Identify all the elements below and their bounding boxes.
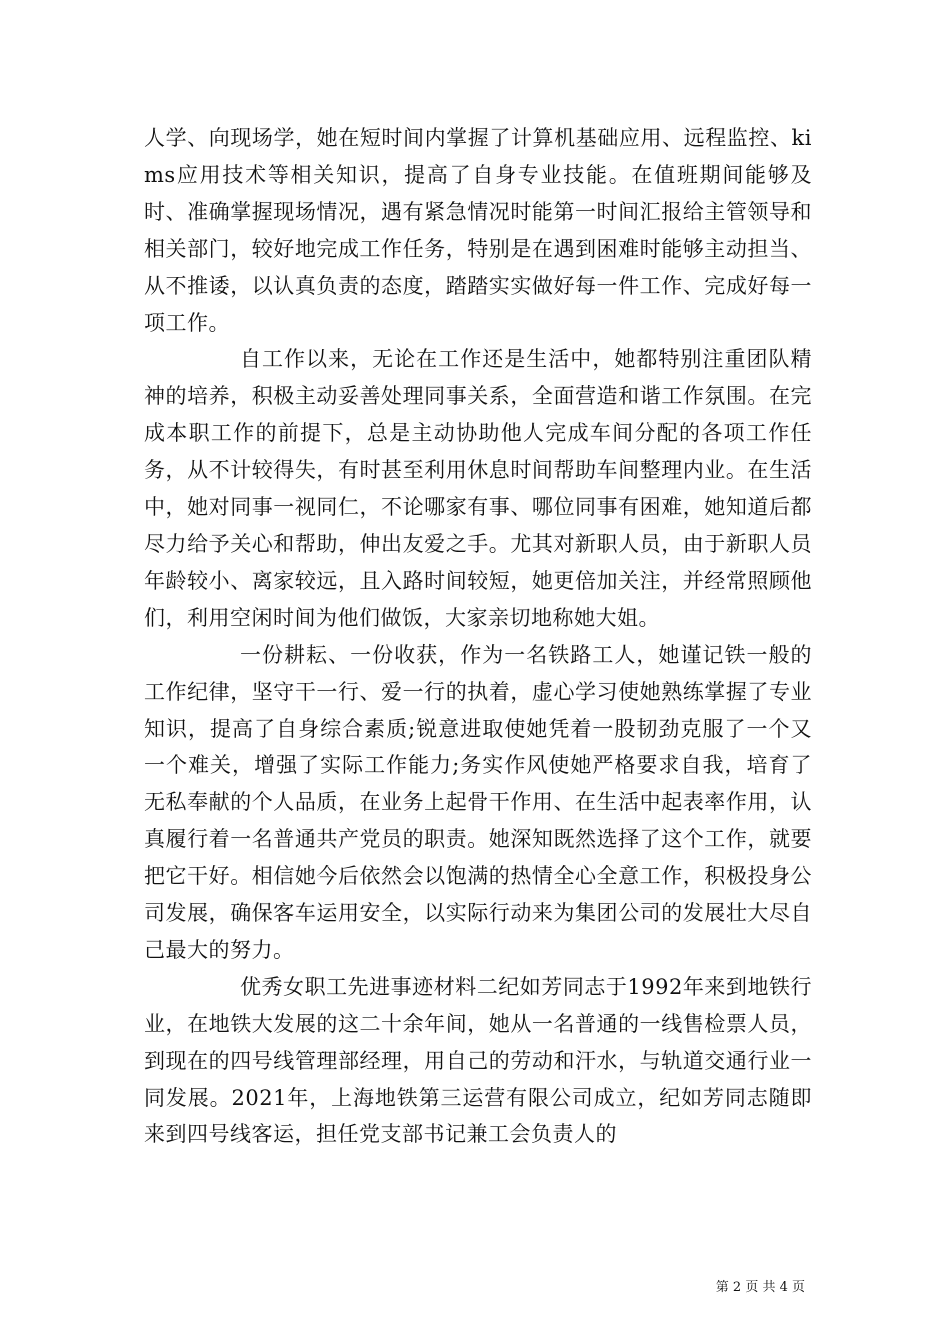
paragraph-continuation: 人学、向现场学，她在短时间内掌握了计算机基础应用、远程监控、kims应用技术等相关知识，提高了自身专业技能。在值班期间能够及时、准确掌握现场情况，遇有紧急情况时能第一时间汇报给主管领导和相关部门，较好地完成工作任务，特别是在遇到困难时能够主动担当、从不推诿，以认真负责的态度，踏踏实实做好每一件工作、完成好每一项工作。 [144,126,812,335]
page-number-footer: 第 2 页 共 4 页 [715,1280,805,1295]
paragraph-summary: 一份耕耘、一份收获，作为一名铁路工人，她谨记铁一般的工作纪律，坚守干一行、爱一行的执着，虚心学习使她熟练掌握了专业知识，提高了自身综合素质;锐意进取使她凭着一股韧劲克服了一个又一个难关，增强了实际工作能力;务实作风使她严格要求自我，培育了无私奉献的个人品质，在业务上起骨干作用、在生活中起表率作用，认真履行着一名普通共产党员的职责。她深知既然选择了这个工作，就要把它干好。相信她今后依然会以饱满的热情全心全意工作，积极投身公司发展，确保客车运用安全，以实际行动来为集团公司的发展壮大尽自己最大的努力。 [144,642,812,962]
paragraph-teamwork: 自工作以来，无论在工作还是生活中，她都特别注重团队精神的培养，积极主动妥善处理同事关系，全面营造和谐工作氛围。在完成本职工作的前提下，总是主动协助他人完成车间分配的各项工作任务，从不计较得失，有时甚至利用休息时间帮助车间整理内业。在生活中，她对同事一视同仁，不论哪家有事、哪位同事有困难，她知道后都尽力给予关心和帮助，伸出友爱之手。尤其对新职人员，由于新职人员年龄较小、离家较远，且入路时间较短，她更倍加关注，并经常照顾他们，利用空闲时间为他们做饭，大家亲切地称她大姐。 [144,347,812,630]
paragraph-second-material: 优秀女职工先进事迹材料二纪如芳同志于1992年来到地铁行业，在地铁大发展的这二十余年间，她从一名普通的一线售检票人员，到现在的四号线管理部经理，用自己的劳动和汗水，与轨道交通行业一同发展。2021年，上海地铁第三运营有限公司成立，纪如芳同志随即来到四号线客运，担任党支部书记兼工会负责人的 [144,974,812,1147]
document-body [144,120,812,1153]
